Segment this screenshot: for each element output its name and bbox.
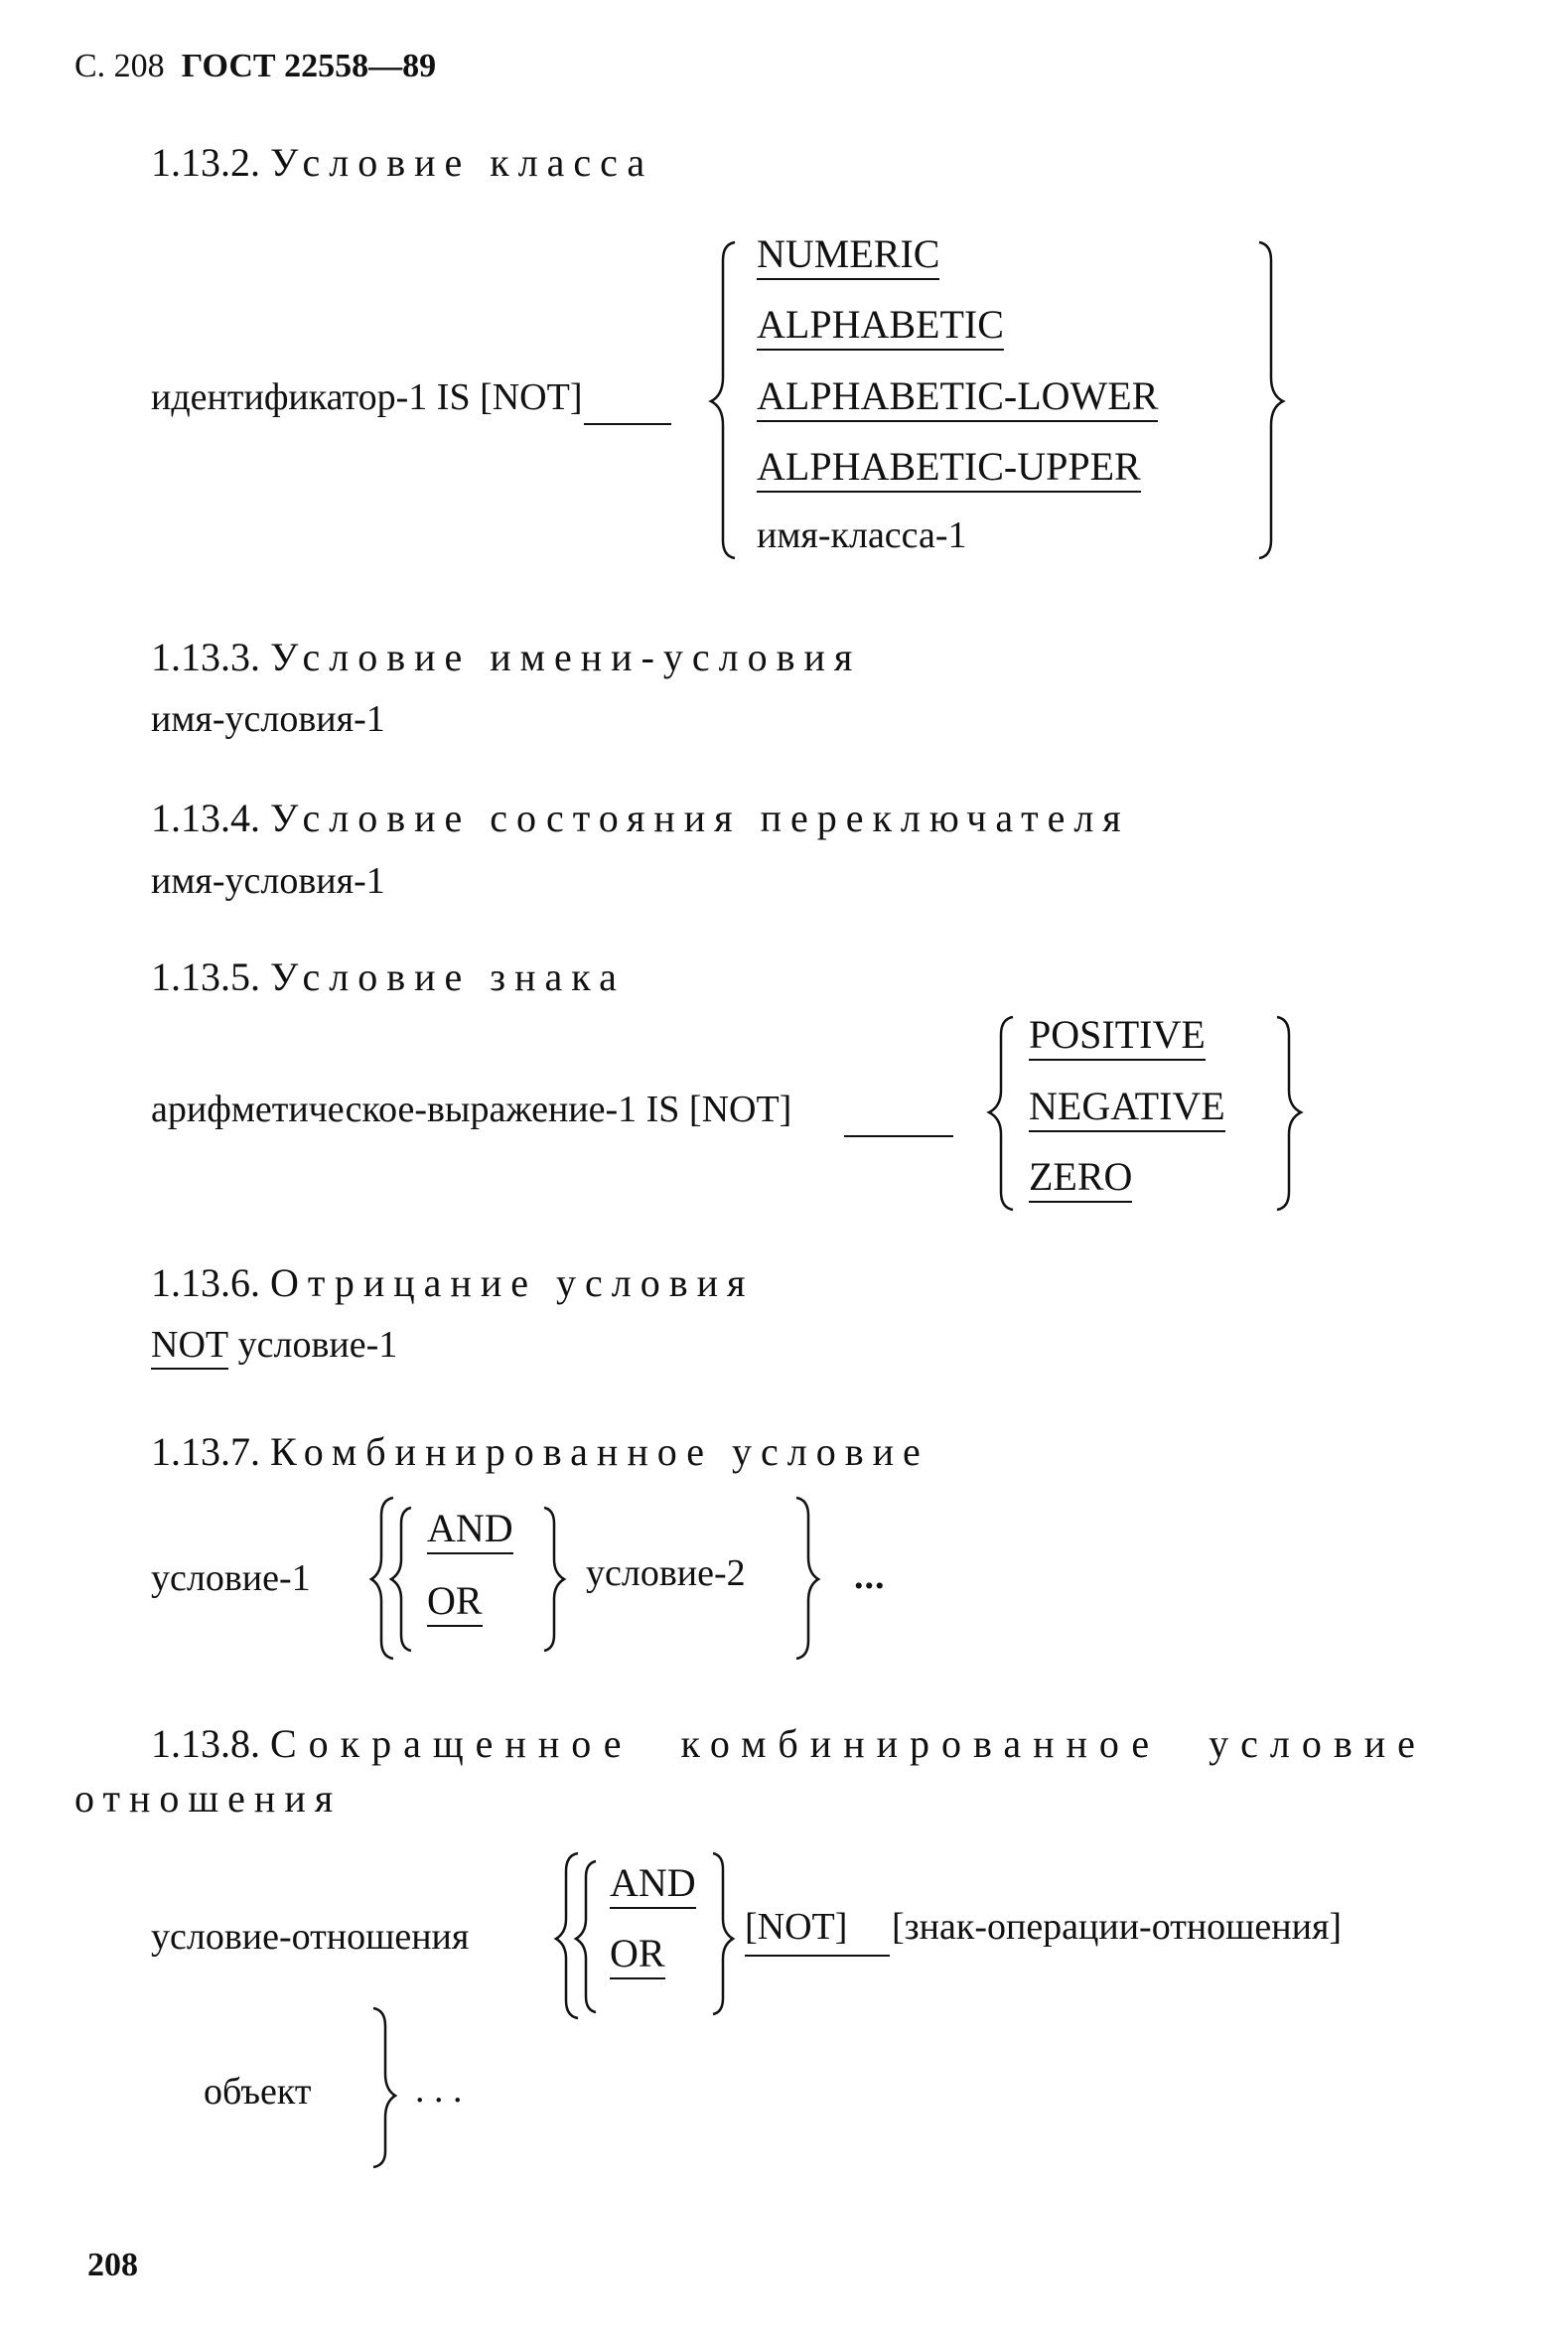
combined-repeat: ...	[854, 1555, 886, 1597]
class-option-numeric: NUMERIC	[757, 230, 939, 277]
page-number: 208	[87, 2247, 138, 2283]
sign-option-positive: POSITIVE	[1029, 1011, 1206, 1058]
sign-option-zero: ZERO	[1029, 1153, 1132, 1200]
section-title: Условие класса	[270, 140, 654, 185]
standard-designation: ГОСТ 22558—89	[181, 48, 437, 84]
abbrev-not-optional: [NOT]	[745, 1906, 848, 1948]
combined-rhs: условие-2	[586, 1552, 746, 1594]
abbrev-lhs: условие-отношения	[151, 1916, 470, 1958]
page-prefix: С. 208	[74, 48, 165, 84]
section-title: Комбинированное условие	[270, 1429, 929, 1474]
section-title: Условие имени-условия	[270, 635, 862, 679]
section-number: 1.13.7.	[151, 1429, 260, 1474]
abbrev-repeat: . . .	[415, 2069, 463, 2111]
section-title: Условие знака	[270, 954, 626, 999]
sign-option-negative: NEGATIVE	[1029, 1083, 1225, 1129]
class-option-alphabetic-upper: ALPHABETIC-UPPER	[757, 443, 1141, 490]
object-right-brace	[373, 2008, 395, 2167]
section-number: 1.13.4.	[151, 796, 260, 840]
abbrev-operator-optional: [знак-операции-отношения]	[892, 1906, 1343, 1948]
abbrev-option-and: AND	[610, 1859, 696, 1906]
class-condition-lhs: идентификатор-1 IS [NOT]	[151, 376, 583, 418]
section-title-line2: отношения	[74, 1776, 343, 1821]
class-option-alphabetic-lower: ALPHABETIC-LOWER	[757, 372, 1158, 419]
section-number: 1.13.3.	[151, 635, 260, 679]
class-option-alphabetic: ALPHABETIC	[757, 301, 1004, 348]
section-number: 1.13.8.	[151, 1721, 260, 1766]
negation-operand: условие-1	[237, 1324, 398, 1366]
sign-condition-lhs: арифметическое-выражение-1 IS [NOT]	[151, 1089, 792, 1130]
abbrev-object: объект	[204, 2071, 312, 2113]
section-number: 1.13.2.	[151, 140, 260, 185]
section-number: 1.13.5.	[151, 954, 260, 999]
condition-name-body: имя-условия-1	[151, 698, 385, 740]
class-option-class-name: имя-класса-1	[757, 514, 967, 556]
combined-lhs: условие-1	[151, 1557, 311, 1599]
not-keyword: NOT	[151, 1324, 228, 1370]
section-number: 1.13.6.	[151, 1260, 260, 1305]
switch-condition-body: имя-условия-1	[151, 860, 385, 902]
section-title: Условие состояния переключателя	[270, 796, 1130, 840]
combined-option-or: OR	[427, 1577, 483, 1624]
section-title: Отрицание условия	[270, 1260, 755, 1305]
section-title-line1: Сокращенное комбинированное условие	[270, 1721, 1427, 1766]
abbrev-option-or: OR	[610, 1930, 665, 1976]
combined-option-and: AND	[427, 1505, 513, 1551]
